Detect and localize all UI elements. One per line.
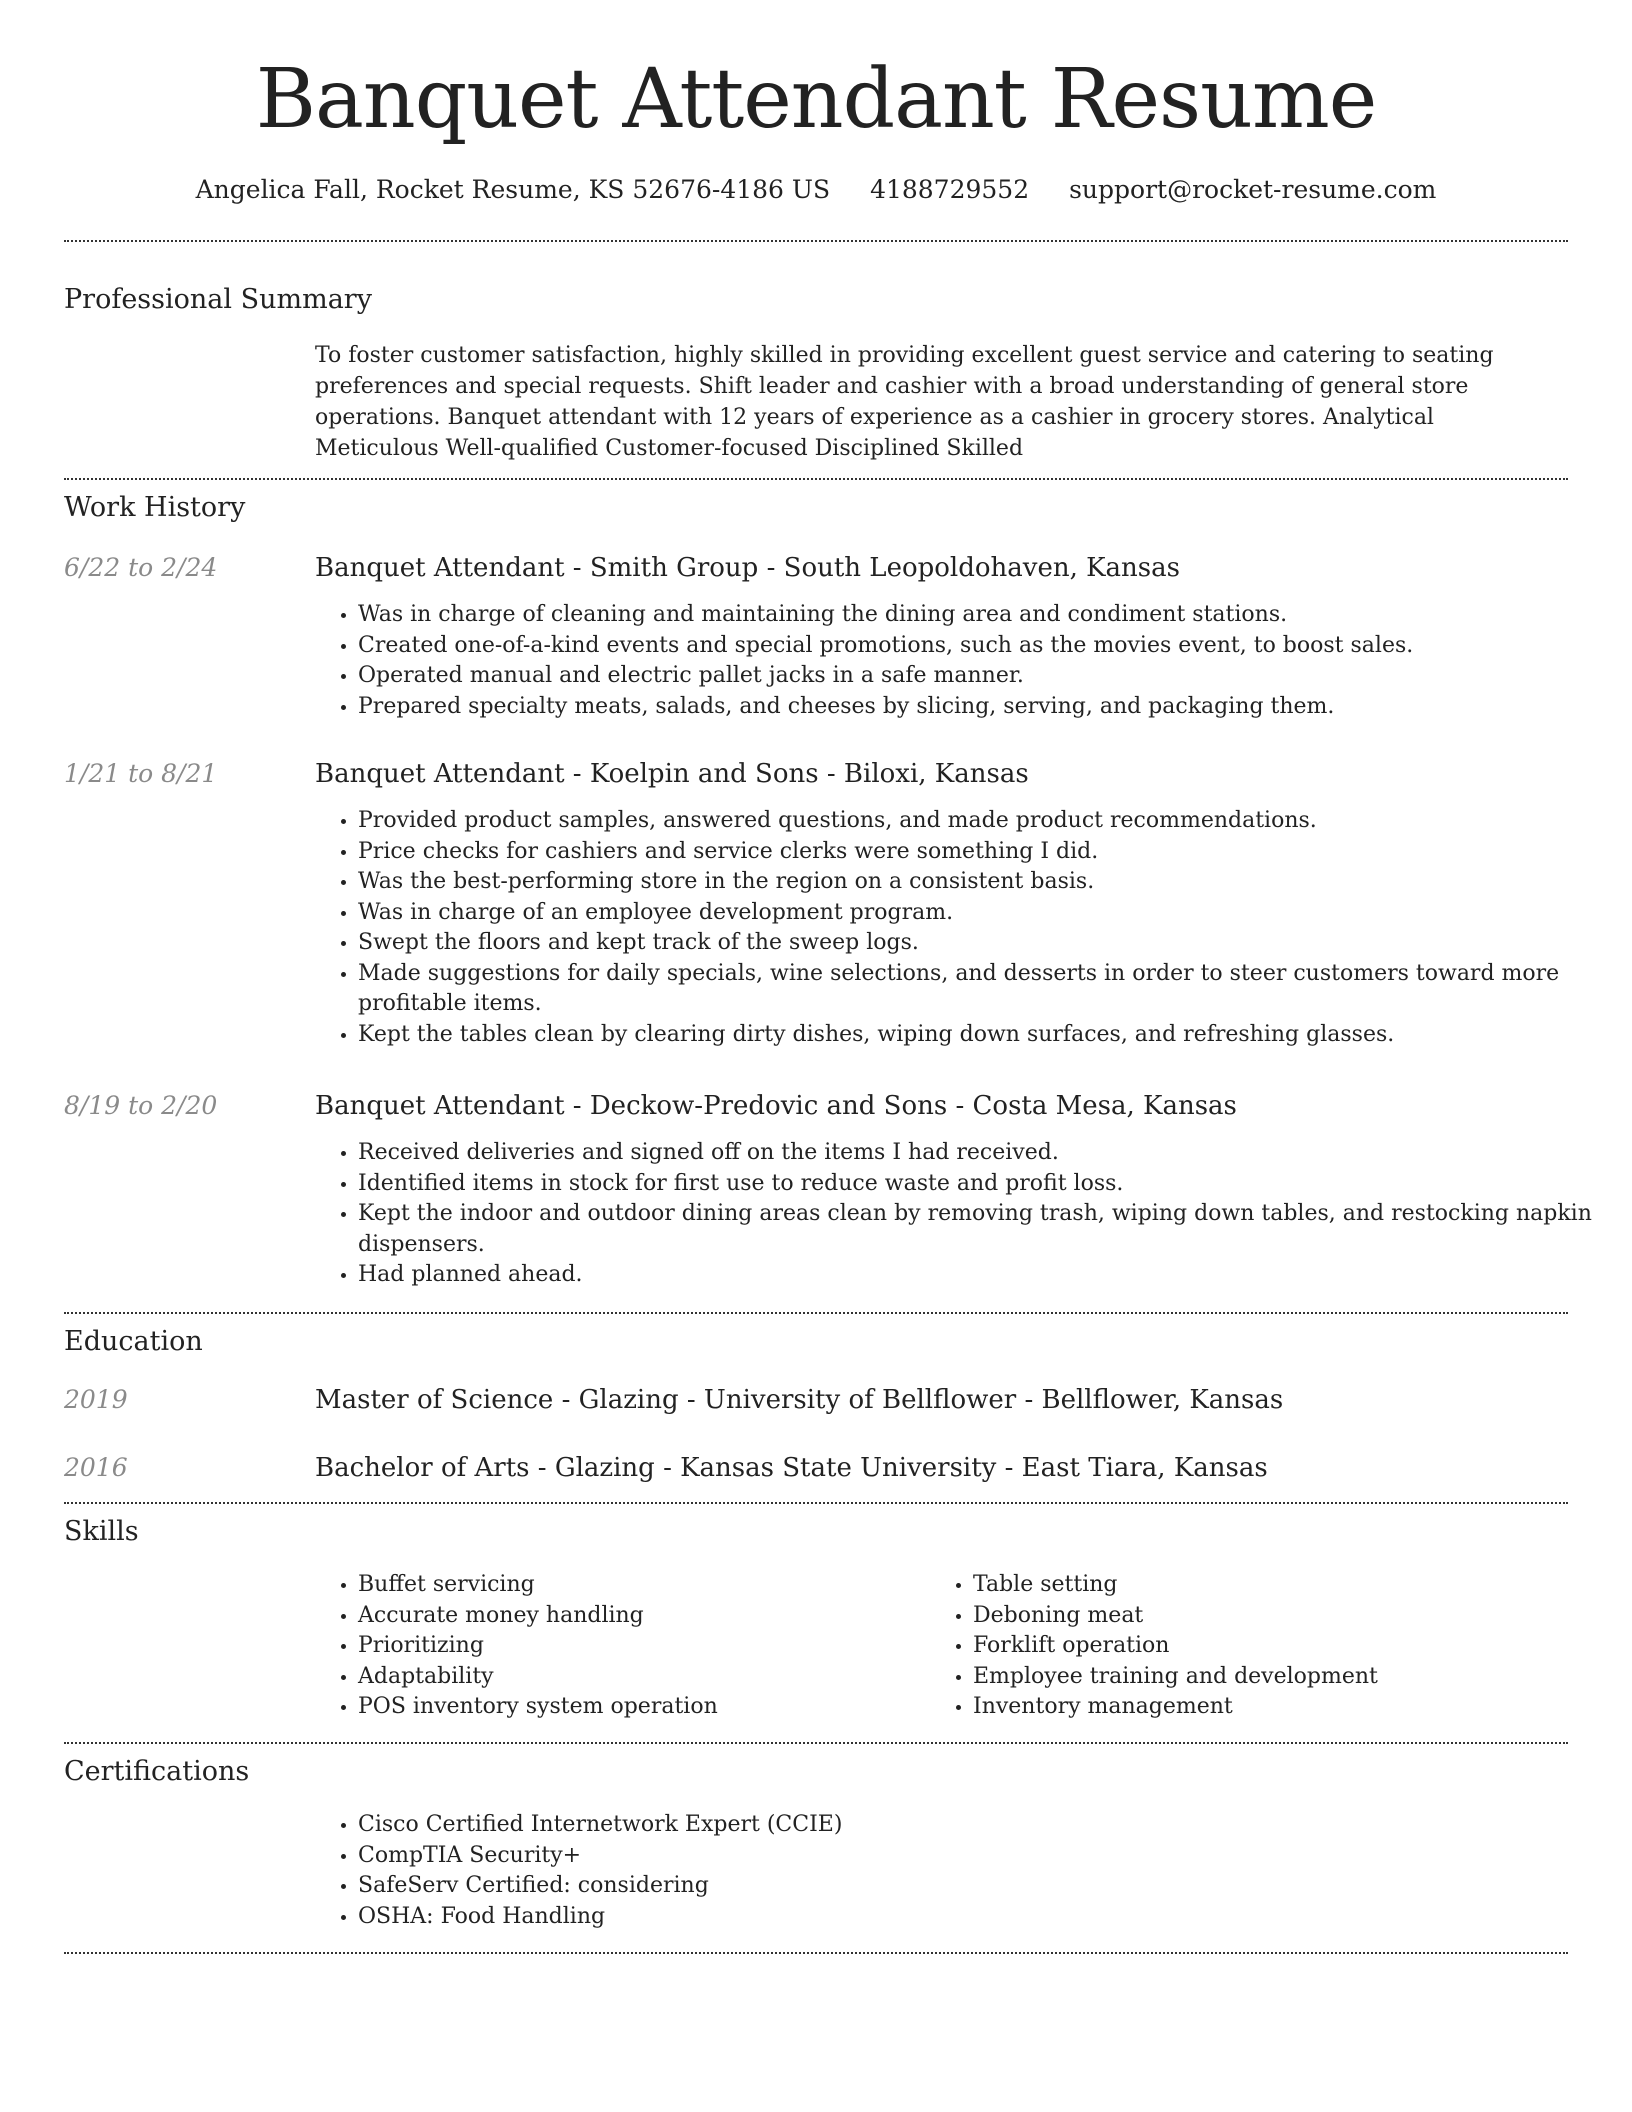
list-item: • Was in charge of an employee development program. [358,898,1608,929]
list-item: • Deboning meat [973,1601,1593,1632]
certifications-list [314,1810,1608,1932]
contact-email: support@rocket-resume.com [1069,175,1437,204]
list-item: • Had planned ahead. [358,1260,1608,1291]
list-item: • Buffet servicing [358,1570,958,1601]
education-year: 2016 [64,1453,128,1482]
list-item: • Kept the tables clean by clearing dirty dishes, wiping down surfaces, and refreshing glasses. [358,1020,1608,1051]
job-bullets [314,1138,1608,1291]
list-item: • Created one-of-a-kind events and special promotions, such as the movies event, to boost sales. [358,631,1608,662]
list-item: • Swept the floors and kept track of the sweep logs. [358,928,1608,959]
summary-text: To foster customer satisfaction, highly skilled in providing excellent guest service and catering to seating preferences and special requests. Shift leader and cashier with a broad understanding of general store operations. Banquet attendant with 12 years of experience as a cashier in grocery stores. Analytical Meticulous Well-qualified Customer-focused Disciplined Skilled [315,343,1494,461]
list-item: • Employee training and development [973,1662,1593,1693]
divider [64,1742,1568,1744]
list-item: • Adaptability [358,1662,958,1693]
list-item: • POS inventory system operation [358,1692,958,1723]
list-item: • Cisco Certified Internetwork Expert (CCIE) [358,1810,1608,1841]
list-item: • Accurate money handling [358,1601,958,1632]
list-item: • Prioritizing [358,1631,958,1662]
skills-list-left [314,1570,958,1723]
list-item: • Operated manual and electric pallet jacks in a safe manner. [358,661,1608,692]
job-title: Banquet Attendant - Deckow-Predovic and Sons - Costa Mesa, Kansas [315,1091,1237,1121]
list-item: • SafeServ Certified: considering [358,1871,1608,1902]
job-bullets [314,600,1608,722]
list-item: • Price checks for cashiers and service clerks were something I did. [358,837,1608,868]
divider [64,478,1568,480]
list-item: • Prepared specialty meats, salads, and cheeses by slicing, serving, and packaging them. [358,692,1608,723]
divider [64,1952,1568,1954]
list-item: • Provided product samples, answered questions, and made product recommendations. [358,806,1608,837]
list-item: • Table setting [973,1570,1593,1601]
section-title-work-history: Work History [64,492,246,523]
education-entry: Bachelor of Arts - Glazing - Kansas State University - East Tiara, Kansas [315,1453,1268,1483]
list-item: • Inventory management [973,1692,1593,1723]
divider [64,1502,1568,1504]
section-title-skills: Skills [64,1516,139,1547]
list-item: • Was the best-performing store in the region on a consistent basis. [358,867,1608,898]
skills-list-right [929,1570,1593,1723]
job-title: Banquet Attendant - Smith Group - South Leopoldohaven, Kansas [315,553,1180,583]
section-title-certifications: Certifications [64,1756,250,1787]
contact-address: Angelica Fall, Rocket Resume, KS 52676-4186 US [195,175,831,204]
education-year: 2019 [64,1385,128,1414]
divider [64,1312,1568,1314]
divider [64,240,1568,242]
list-item: • Identified items in stock for first use to reduce waste and profit loss. [358,1169,1608,1200]
job-dates: 8/19 to 2/20 [64,1091,218,1120]
list-item: • Was in charge of cleaning and maintaining the dining area and condiment stations. [358,600,1608,631]
job-bullets [314,806,1608,1050]
contact-phone: 4188729552 [870,175,1030,204]
list-item: • Made suggestions for daily specials, wine selections, and desserts in order to steer customers toward more profitable items. [358,959,1608,1020]
job-title: Banquet Attendant - Koelpin and Sons - Biloxi, Kansas [315,759,1029,789]
list-item: • OSHA: Food Handling [358,1902,1608,1933]
list-item: • CompTIA Security+ [358,1841,1608,1872]
resume-title: Banquet Attendant Resume [255,52,1377,147]
list-item: • Received deliveries and signed off on the items I had received. [358,1138,1608,1169]
job-dates: 6/22 to 2/24 [64,553,218,582]
job-dates: 1/21 to 8/21 [64,759,218,788]
list-item: • Forklift operation [973,1631,1593,1662]
list-item: • Kept the indoor and outdoor dining areas clean by removing trash, wiping down tables, and restocking napkin dispensers. [358,1199,1608,1260]
section-title-education: Education [64,1326,203,1357]
section-title-summary: Professional Summary [64,284,372,315]
contact-line [0,170,1632,210]
education-entry: Master of Science - Glazing - University of Bellflower - Bellflower, Kansas [315,1385,1284,1415]
